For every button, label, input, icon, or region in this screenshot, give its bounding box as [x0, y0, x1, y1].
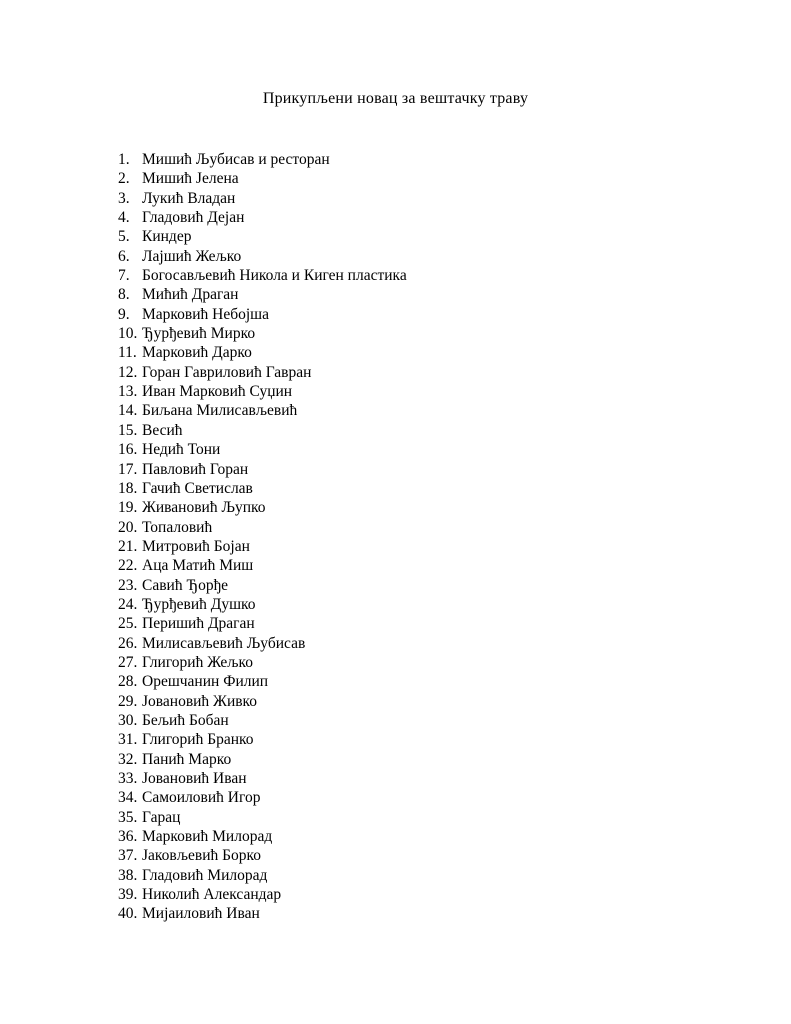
list-item-text: Гладовић Дејан: [142, 209, 245, 227]
list-item: [118, 576, 678, 595]
list-item-number: 37.: [118, 847, 138, 865]
list-item-number: 11.: [118, 344, 137, 362]
list-item-text: Весић: [142, 421, 183, 439]
list-item-number: 15.: [118, 421, 138, 439]
list-item-number: 26.: [118, 634, 138, 652]
list-item: [118, 730, 678, 749]
list-item-text: Јаковљевић Борко: [142, 847, 262, 865]
list-item: [118, 556, 678, 575]
list-item: [118, 247, 678, 266]
list-item: [118, 401, 678, 420]
list-item: [118, 537, 678, 556]
list-item-text: Марковић Милорад: [142, 828, 273, 846]
list-item-number: 5.: [118, 228, 130, 246]
list-item: [118, 227, 678, 246]
list-item-text: Гарац: [142, 808, 181, 826]
list-item-number: 30.: [118, 711, 138, 729]
list-item-text: Гладовић Милорад: [142, 866, 268, 884]
list-item-text: Аца Матић Миш: [142, 557, 254, 575]
list-item-number: 8.: [118, 286, 130, 304]
list-item: [118, 285, 678, 304]
list-item: [118, 614, 678, 633]
list-item-text: Николић Александар: [142, 886, 282, 904]
list-item-number: 32.: [118, 750, 138, 768]
list-item: [118, 363, 678, 382]
list-item-number: 1.: [118, 151, 130, 168]
list-item-number: 21.: [118, 537, 138, 555]
list-item-number: 22.: [118, 557, 138, 575]
list-item: [118, 498, 678, 517]
list-item: [118, 827, 678, 846]
list-item-number: 29.: [118, 692, 138, 710]
list-item-number: 9.: [118, 305, 130, 323]
list-item-text: Бељић Бобан: [142, 711, 229, 729]
list-item-number: 39.: [118, 886, 138, 904]
list-item-text: Лајшић Жељко: [142, 247, 242, 265]
list-item-number: 27.: [118, 653, 138, 671]
list-item: [118, 788, 678, 807]
list-item-number: 34.: [118, 789, 138, 807]
list-item-text: Ђурђевић Мирко: [142, 325, 256, 343]
list-item-text: Милисављевић Љубисав: [142, 634, 306, 652]
list-item: [118, 672, 678, 691]
list-item-text: Глигорић Бранко: [142, 731, 254, 749]
list-item-text: Орешчанин Филип: [142, 673, 269, 691]
list-item-text: Митровић Бојан: [142, 537, 250, 555]
list-item-text: Биљана Милисављевић: [142, 402, 298, 420]
list-item-text: Јовановић Живко: [142, 692, 258, 710]
list-item-text: Јовановић Иван: [142, 770, 247, 787]
list-item-number: 28.: [118, 673, 138, 691]
list-item-text: Панић Марко: [142, 750, 232, 768]
numbered-list: [118, 150, 678, 924]
list-item: [118, 904, 678, 923]
list-item: [118, 479, 678, 498]
list-item-number: 14.: [118, 402, 138, 420]
list-item-number: 35.: [118, 808, 138, 826]
list-item-text: Гачић Светислав: [142, 479, 253, 497]
list-item-text: Живановић Љупко: [142, 499, 266, 517]
list-item-number: 23.: [118, 576, 138, 594]
list-item-number: 24.: [118, 595, 138, 613]
list-item: [118, 440, 678, 459]
list-item-number: 25.: [118, 615, 138, 633]
list-item-number: 7.: [118, 267, 130, 285]
list-item: [118, 885, 678, 904]
list-item-text: Перишић Драган: [142, 615, 255, 633]
list-item: [118, 692, 678, 711]
list-item-text: Савић Ђорђе: [142, 576, 228, 594]
list-item-number: 3.: [118, 189, 130, 207]
list-item-text: Самоиловић Игор: [142, 789, 261, 807]
list-item-text: Топаловић: [142, 518, 213, 536]
list-item-number: 2.: [118, 170, 130, 188]
list-item: [118, 518, 678, 537]
list-item-number: 6.: [118, 247, 130, 265]
list-item-text: Богосављевић Никола и Киген пластика: [142, 267, 407, 285]
list-item-number: 13.: [118, 383, 138, 401]
list-item: [118, 769, 678, 788]
list-item: [118, 808, 678, 827]
list-item-number: 33.: [118, 770, 138, 787]
list-item: [118, 595, 678, 614]
list-item: [118, 846, 678, 865]
list-item: [118, 750, 678, 769]
list-item-text: Киндер: [142, 228, 192, 246]
list-item: [118, 460, 678, 479]
list-item: [118, 634, 678, 653]
list-item-text: Недић Тони: [142, 441, 221, 459]
list-item: [118, 711, 678, 730]
list-item: [118, 343, 678, 362]
list-item-number: 16.: [118, 441, 138, 459]
list-item-number: 12.: [118, 363, 138, 381]
list-item-number: 20.: [118, 518, 138, 536]
list-item-text: Иван Марковић Суџин: [142, 383, 293, 401]
list-item-number: 19.: [118, 499, 138, 517]
list-item-number: 18.: [118, 479, 138, 497]
list-item: [118, 866, 678, 885]
list-item: [118, 169, 678, 188]
list-item: [118, 382, 678, 401]
list-item-text: Глигорић Жељко: [142, 653, 253, 671]
list-item: [118, 653, 678, 672]
list-item-text: Лукић Владан: [142, 189, 236, 207]
list-item: [118, 189, 678, 208]
list-item-number: 10.: [118, 325, 138, 343]
list-item: [118, 324, 678, 343]
list-item-text: Мијаиловић Иван: [142, 905, 260, 923]
list-item: [118, 266, 678, 285]
list-item-text: Горан Гавриловић Гавран: [142, 363, 312, 381]
list-item-number: 4.: [118, 209, 130, 227]
list-item-text: Мићић Драган: [142, 286, 239, 304]
list-item-number: 40.: [118, 905, 138, 923]
list-item-number: 36.: [118, 828, 138, 846]
list-item-text: Павловић Горан: [142, 460, 249, 478]
list-item: [118, 305, 678, 324]
list-item-number: 31.: [118, 731, 138, 749]
list-item-text: Мишић Љубисав и ресторан: [142, 151, 330, 168]
list-item-number: 38.: [118, 866, 138, 884]
list-item-text: Ђурђевић Душко: [142, 595, 256, 613]
list-item: [118, 150, 678, 169]
list-item: [118, 208, 678, 227]
list-item-number: 17.: [118, 460, 138, 478]
list-item-text: Мишић Јелена: [142, 170, 239, 188]
list-item-text: Марковић Дарко: [142, 344, 252, 362]
list-item: [118, 421, 678, 440]
list-item-text: Марковић Небојша: [142, 305, 269, 323]
page-title: Прикупљени новац за вештачку траву: [262, 90, 529, 107]
